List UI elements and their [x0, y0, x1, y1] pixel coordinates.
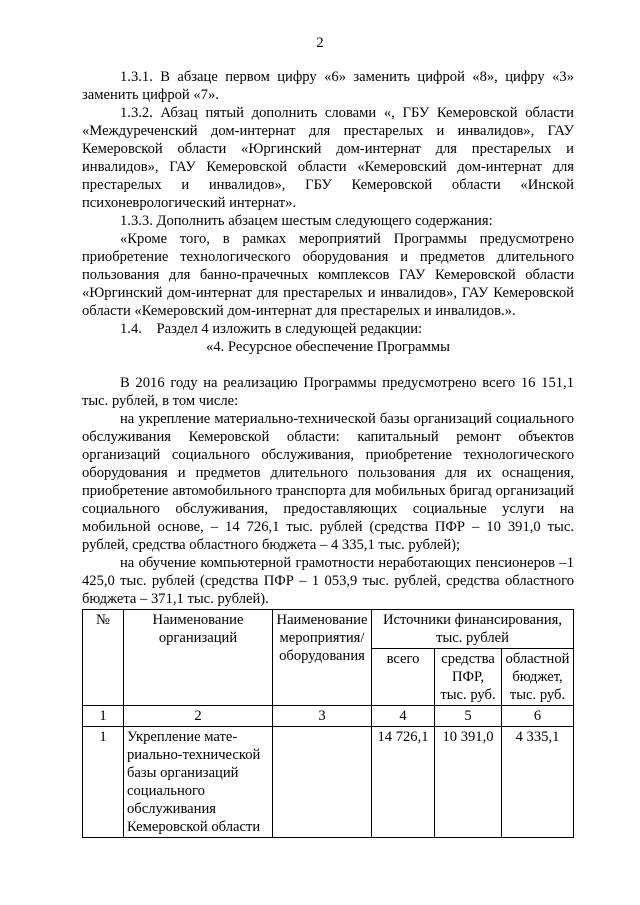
paragraph-1-3-1: 1.3.1. В абзаце первом цифру «6» заменить цифрой «8», цифру «3» заменить цифрой «7».	[82, 69, 574, 103]
header-total: всего	[372, 649, 435, 706]
table-index-row	[83, 706, 574, 727]
paragraph-total: В 2016 году на реализацию Программы предусмотрено всего 16 151,1 тыс. рублей, в том числе:	[82, 375, 574, 409]
header-num: №	[83, 610, 124, 706]
header-regional: областной бюджет, тыс. руб.	[502, 649, 574, 706]
header-pfr: средства ПФР, тыс. руб.	[435, 649, 502, 706]
row-org: Укрепление мате-риально-технической базы организаций социального обслуживания Кемеровской области	[124, 727, 273, 838]
funding-table	[82, 609, 574, 838]
row-pfr: 10 391,0	[435, 727, 502, 838]
row-total: 14 726,1	[372, 727, 435, 838]
header-event: Наименование мероприятия/ оборудования	[273, 610, 372, 706]
header-sources: Источники финансирования, тыс. рублей	[372, 610, 574, 649]
index-cell: 4	[372, 706, 435, 727]
paragraph-1-4: 1.4. Раздел 4 изложить в следующей редакции:	[120, 321, 423, 337]
row-regional: 4 335,1	[502, 727, 574, 838]
spacer	[82, 356, 574, 374]
index-cell: 3	[273, 706, 372, 727]
row-num: 1	[83, 727, 124, 838]
index-cell: 1	[83, 706, 124, 727]
paragraph-1-3-2: 1.3.2. Абзац пятый дополнить словами «, ГБУ Кемеровской области «Междуреченский дом-интернат для престарелых и инвалидов», ГАУ Кемеровской области «Юргинский дом-интернат для престарелых и инвалидов», ГАУ Кемеровской области «Кемеровский дом-интернат для престарелых и инвалидов», ГБУ Кемеровской области «Инской психоневрологический интернат».	[82, 105, 574, 211]
paragraph-infrastructure: на укрепление материально-технической базы организаций социального обслуживания Кемеровской области: капитальный ремонт объектов организаций социального обслуживания, приобретение технологического оборудования и предметов длительного пользования для их оснащения, приобретение автомобильного транспорта для мобильных бригад организаций социального обслуживания, предоставляющих социальные услуги на мобильной основе, – 14 726,1 тыс. рублей (средства ПФР – 10 391,0 тыс. рублей, средства областного бюджета – 4 335,1 тыс. рублей);	[82, 411, 574, 553]
header-org: Наименование организаций	[124, 610, 273, 706]
index-cell: 6	[502, 706, 574, 727]
paragraph-1-3-3: 1.3.3. Дополнить абзацем шестым следующего содержания:	[120, 213, 493, 229]
page-number: 2	[316, 35, 324, 51]
index-cell: 5	[435, 706, 502, 727]
table-row	[83, 727, 574, 838]
paragraph-computer-literacy: на обучение компьютерной грамотности неработающих пенсионеров –1 425,0 тыс. рублей (средства ПФР – 1 053,9 тыс. рублей, средства областного бюджета – 371,1 тыс. рублей).	[82, 555, 574, 607]
index-cell: 2	[124, 706, 273, 727]
section-title: «4. Ресурсное обеспечение Программы	[206, 339, 450, 355]
document-body	[82, 68, 574, 838]
paragraph-quote: «Кроме того, в рамках мероприятий Программы предусмотрено приобретение технологического оборудования и предметов длительного пользования для банно-прачечных комплексов ГАУ Кемеровской области «Юргинский дом-интернат для престарелых и инвалидов», ГАУ Кемеровской области «Кемеровский дом-интернат для престарелых и инвалидов.».	[82, 231, 574, 319]
table-header-row	[83, 610, 574, 649]
row-event	[273, 727, 372, 838]
